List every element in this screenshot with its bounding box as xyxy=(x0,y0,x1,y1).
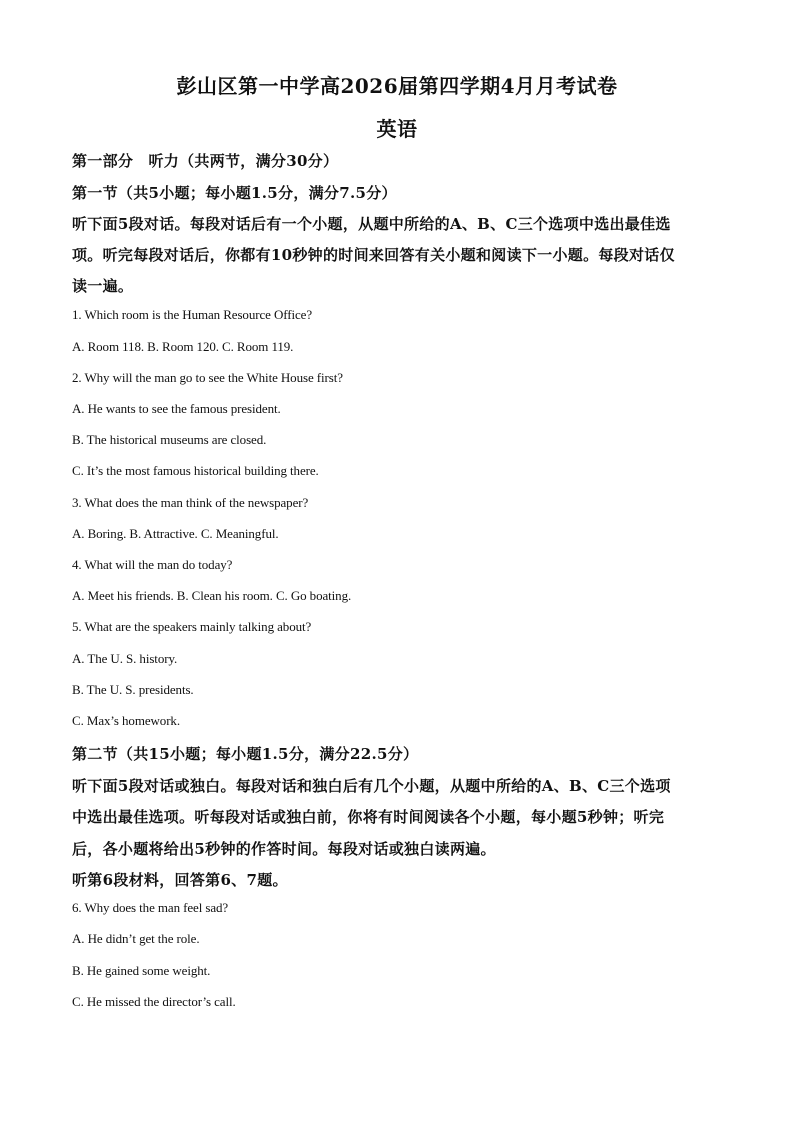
section2-instruction-line: 听下面5段对话或独白。每段对话和独白后有几个小题，从题中所给的A、B、C三个选项 xyxy=(72,777,671,795)
question-5-option-a: A. The U. S. history. xyxy=(72,651,178,666)
question-4-options: A. Meet his friends. B. Clean his room. C. Go boating. xyxy=(72,588,352,603)
question-6: 6. Why does the man feel sad? xyxy=(72,900,229,915)
section2-instruction-line: 中选出最佳选项。听每段对话或独白前，你将有时间阅读各个小题，每小题5秒钟；听完 xyxy=(72,808,665,826)
exam-title: 彭山区第一中学高2026届第四学期4月月考试卷 xyxy=(176,74,618,98)
section2-heading: 第二节（共15小题；每小题1.5分，满分22.5分） xyxy=(72,745,419,763)
question-2-option-b: B. The historical museums are closed. xyxy=(72,432,267,447)
section1-instruction-line: 项。听完每段对话后，你都有10秒钟的时间来回答有关小题和阅读下一小题。每段对话仅 xyxy=(72,246,675,264)
question-6-option-a: A. He didn’t get the role. xyxy=(72,931,200,946)
question-6-option-c: C. He missed the director’s call. xyxy=(72,994,236,1009)
question-5: 5. What are the speakers mainly talking about? xyxy=(72,619,312,634)
question-4: 4. What will the man do today? xyxy=(72,557,233,572)
question-2-option-a: A. He wants to see the famous president. xyxy=(72,401,281,416)
section1-heading: 第一节（共5小题；每小题1.5分，满分7.5分） xyxy=(72,184,397,202)
question-3-options: A. Boring. B. Attractive. C. Meaningful. xyxy=(72,526,279,541)
question-2: 2. Why will the man go to see the White House first? xyxy=(72,370,343,385)
question-3: 3. What does the man think of the newspaper? xyxy=(72,495,309,510)
question-5-option-b: B. The U. S. presidents. xyxy=(72,682,194,697)
part1-heading: 第一部分 听力（共两节，满分30分） xyxy=(72,152,339,170)
section1-instruction-line: 读一遍。 xyxy=(72,277,134,295)
question-6-option-b: B. He gained some weight. xyxy=(72,963,211,978)
section2-instruction-line: 后，各小题将给出5秒钟的作答时间。每段对话或独白读两遍。 xyxy=(72,840,496,858)
question-1: 1. Which room is the Human Resource Office? xyxy=(72,307,312,322)
section1-instruction-line: 听下面5段对话。每段对话后有一个小题，从题中所给的A、B、C三个选项中选出最佳选 xyxy=(72,215,671,233)
question-1-options: A. Room 118. B. Room 120. C. Room 119. xyxy=(72,339,294,354)
question-5-option-c: C. Max’s homework. xyxy=(72,713,180,728)
subject-title: 英语 xyxy=(376,117,418,141)
question-2-option-c: C. It’s the most famous historical building there. xyxy=(72,463,319,478)
material-6-heading: 听第6段材料，回答第6、7题。 xyxy=(72,871,288,889)
